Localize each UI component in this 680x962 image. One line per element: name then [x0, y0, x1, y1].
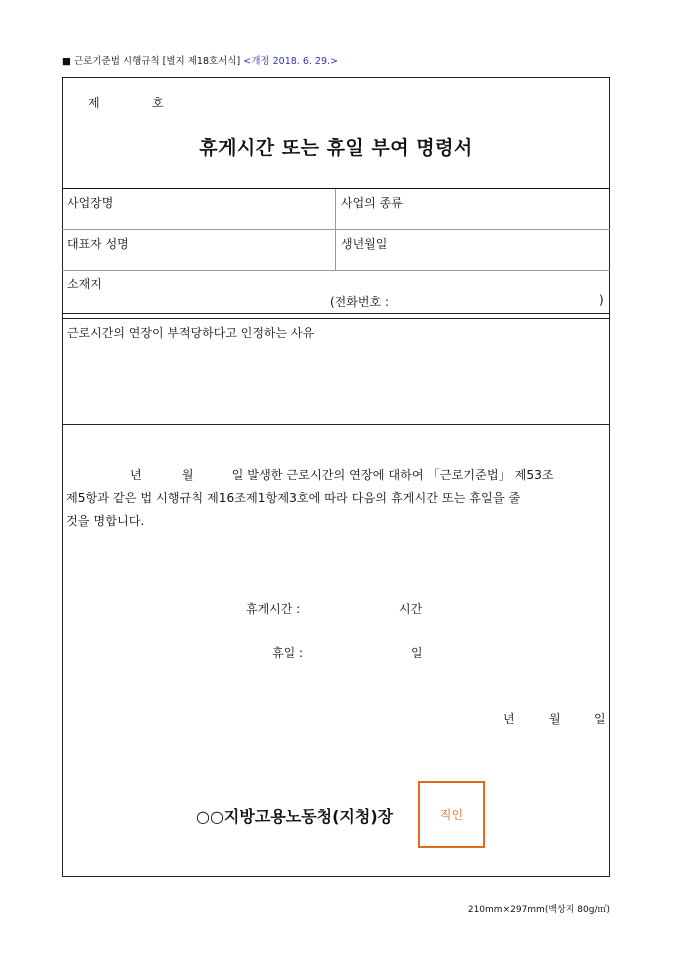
statement-line3: 것을 명합니다.: [66, 514, 145, 528]
form-reference: 근로기준법 시행규칙 [별지 제18호서식]: [74, 56, 241, 67]
square-bullet-icon: ■: [62, 56, 71, 67]
phone-label: (전화번호 :: [330, 295, 389, 309]
issuing-office: ○○지방고용노동청(지청)장: [196, 807, 394, 826]
date-day: 일: [594, 712, 606, 726]
holiday-unit: 일: [411, 646, 423, 660]
rest-time-unit: 시간: [399, 602, 423, 616]
divider-double-top: [62, 313, 610, 314]
birthdate-label: 생년월일: [341, 237, 388, 251]
business-type-label: 사업의 종류: [341, 196, 403, 210]
representative-label: 대표자 성명: [67, 237, 129, 251]
business-name-label: 사업장명: [67, 196, 114, 210]
date-year: 년: [503, 712, 515, 726]
form-header: [62, 53, 338, 67]
divider-double-bottom: [62, 318, 610, 319]
statement-day: 일: [231, 468, 244, 482]
statement-month: 월: [181, 468, 194, 482]
divider-row1: [62, 229, 610, 230]
doc-number-ho: 호: [152, 96, 164, 110]
statement-line2: 제5항과 같은 법 시행규칙 제16조제1항제3호에 따라 다음의 휴게시간 또는 휴일을 줄: [66, 491, 521, 505]
phone-close: ): [599, 293, 604, 307]
statement-line1: 발생한 근로시간의 연장에 대하여 「근로기준법」 제53조: [247, 468, 554, 482]
date-month: 월: [549, 712, 561, 726]
revision-date: <개정 2018. 6. 29.>: [243, 56, 338, 67]
paper-spec: 210mm×297mm(백상지 80g/㎡): [467, 905, 610, 915]
divider-title: [62, 188, 610, 189]
statement-year: 년: [130, 468, 142, 482]
divider-row2: [62, 270, 610, 271]
rest-time-label: 휴게시간 :: [246, 602, 301, 616]
seal-label: 직인: [439, 808, 464, 822]
order-statement: [66, 464, 606, 533]
divider-reason: [62, 424, 610, 425]
doc-number-je: 제: [88, 96, 100, 110]
holiday-label: 휴일 :: [272, 646, 304, 660]
official-seal: [418, 781, 485, 848]
reason-label: 근로시간의 연장이 부적당하다고 인정하는 사유: [67, 326, 315, 340]
address-label: 소재지: [67, 277, 102, 291]
page-title: 휴게시간 또는 휴일 부여 명령서: [199, 137, 473, 159]
